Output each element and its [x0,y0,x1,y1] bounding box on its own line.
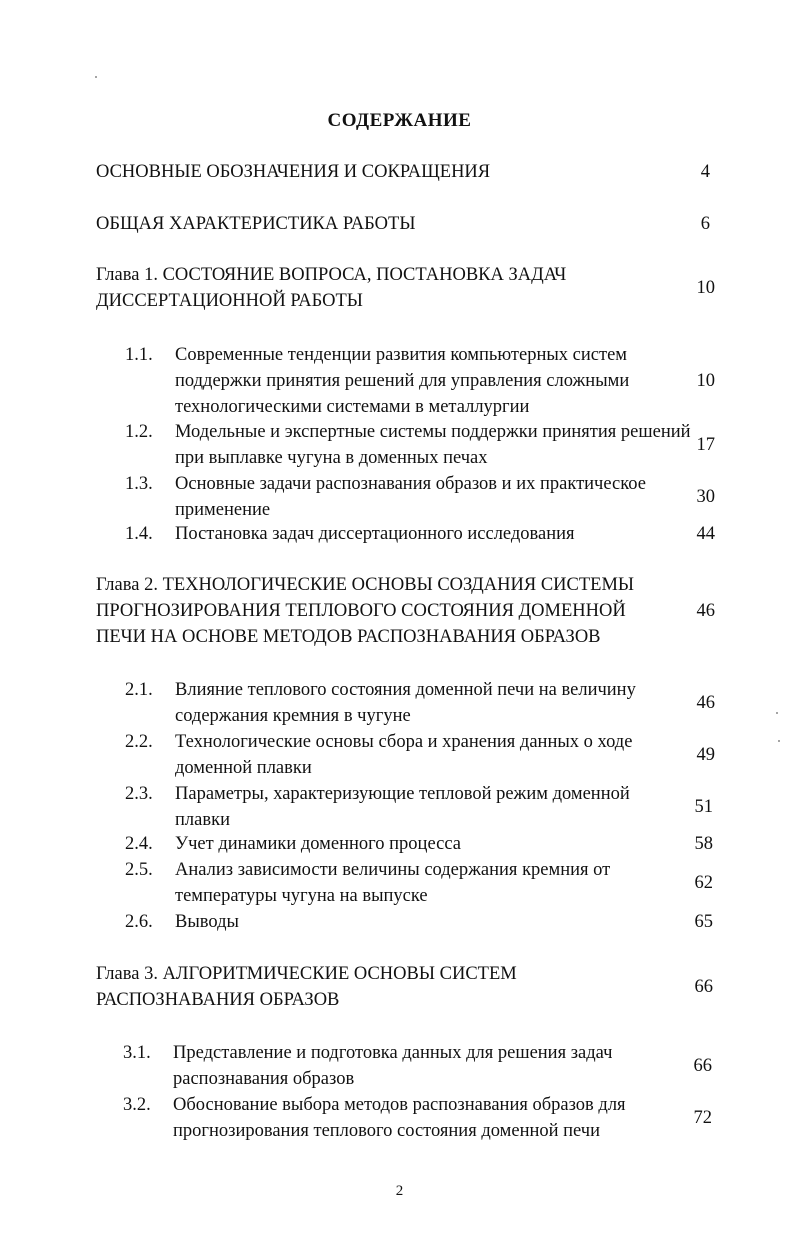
toc-entry-line: Глава 2. ТЕХНОЛОГИЧЕСКИЕ ОСНОВЫ СОЗДАНИЯ СИСТЕМЫ [96,575,635,595]
toc-page-number: 46 [696,601,715,621]
toc-entry-line: Модельные и экспертные системы поддержки принятия решений [175,422,691,442]
toc-entry-line: Основные задачи распознавания образов и их практическое [175,474,646,494]
toc-entry-line: Анализ зависимости величины содержания кремния от [175,860,611,880]
toc-entry-line: поддержки принятия решений для управления сложными [175,371,630,391]
toc-section-entry [125,781,713,833]
toc-entry-line: прогнозирования теплового состояния доменной печи [173,1121,600,1141]
toc-entry-line: распознавания образов [173,1069,355,1089]
toc-entry-line: Глава 1. СОСТОЯНИЕ ВОПРОСА, ПОСТАНОВКА ЗАДАЧ [96,265,567,285]
toc-entry-line: Технологические основы сбора и хранения данных о ходе [175,732,633,752]
toc-chapter-entry [96,159,710,185]
toc-entry-line: Глава 3. АЛГОРИТМИЧЕСКИЕ ОСНОВЫ СИСТЕМ [96,964,517,984]
toc-page-number: 30 [696,487,715,507]
toc-chapter-entry [96,262,715,314]
toc-page-number: 72 [693,1108,712,1128]
toc-section-entry [125,909,713,935]
toc-entry-title [96,262,566,314]
toc-entry-title [175,729,632,781]
toc-page-number: 62 [694,873,713,893]
toc-section-entry [123,1092,712,1144]
toc-section-number: 2.3. [125,784,153,804]
toc-entry-title [173,1092,626,1144]
toc-section-entry [125,342,715,420]
toc-entry-title [175,521,575,547]
toc-page-number: 6 [700,214,710,234]
toc-entry-title [96,211,415,237]
toc-entry-line: технологическими системами в металлургии [175,397,530,417]
toc-section-number: 1.2. [125,422,153,442]
toc-entry-line: Представление и подготовка данных для решения задач [173,1043,613,1063]
toc-entry-title [175,419,691,471]
toc-entry-title [175,342,629,420]
toc-chapter-entry [96,572,715,650]
toc-entry-line: РАСПОЗНАВАНИЯ ОБРАЗОВ [96,990,340,1010]
toc-entry-title [175,831,461,857]
toc-entry-title [96,572,634,650]
toc-entry-line: Постановка задач диссертационного исследования [175,524,575,544]
scan-speck [778,740,780,742]
toc-section-entry [123,1040,712,1092]
toc-entry-line: применение [175,500,271,520]
toc-entry-title [175,677,636,729]
toc-entry-line: Современные тенденции развития компьютерных систем [175,345,627,365]
toc-page-number: 10 [696,371,715,391]
toc-page-number: 58 [694,834,713,854]
toc-entry-line: Выводы [175,912,239,932]
toc-page-number: 17 [696,435,715,455]
toc-section-number: 2.6. [125,912,153,932]
toc-section-entry [125,831,713,857]
toc-entry-title [96,961,517,1013]
toc-section-entry [125,419,715,471]
toc-entry-line: ОБЩАЯ ХАРАКТЕРИСТИКА РАБОТЫ [96,214,416,234]
toc-entry-title [175,781,630,833]
toc-entry-line: при выплавке чугуна в доменных печах [175,448,488,468]
toc-page-number: 46 [696,693,715,713]
scan-speck [95,76,97,78]
toc-entry-line: Обоснование выбора методов распознавания образов для [173,1095,626,1115]
page-title: СОДЕРЖАНИЕ [327,110,472,131]
toc-page-number: 51 [694,797,713,817]
page-number: 2 [395,1183,404,1199]
toc-entry-line: ПЕЧИ НА ОСНОВЕ МЕТОДОВ РАСПОЗНАВАНИЯ ОБРАЗОВ [96,627,601,647]
toc-section-number: 3.1. [123,1043,151,1063]
toc-entry-title [175,909,239,935]
toc-entry-line: Учет динамики доменного процесса [175,834,461,854]
toc-section-entry [125,521,715,547]
toc-section-number: 1.4. [125,524,153,544]
toc-section-number: 2.1. [125,680,153,700]
toc-entry-title [175,857,610,909]
toc-entry-title [173,1040,612,1092]
toc-chapter-entry [96,211,710,237]
toc-section-entry [125,677,715,729]
toc-section-number: 2.4. [125,834,153,854]
toc-page-number: 10 [696,278,715,298]
toc-section-number: 2.5. [125,860,153,880]
toc-entry-title [175,471,646,523]
toc-entry-line: Параметры, характеризующие тепловой режим доменной [175,784,630,804]
toc-section-number: 1.1. [125,345,153,365]
toc-entry-line: ДИССЕРТАЦИОННОЙ РАБОТЫ [96,291,363,311]
toc-page-number: 66 [693,1056,712,1076]
toc-page-number: 4 [700,162,710,182]
toc-section-entry [125,471,715,523]
toc-entry-line: доменной плавки [175,758,312,778]
toc-page-number: 49 [696,745,715,765]
toc-page-number: 66 [694,977,713,997]
scan-speck [776,712,778,714]
toc-page-number: 65 [694,912,713,932]
toc-section-entry [125,729,715,781]
toc-section-number: 1.3. [125,474,153,494]
toc-entry-line: плавки [175,810,230,830]
toc-entry-line: температуры чугуна на выпуске [175,886,428,906]
toc-entry-line: содержания кремния в чугуне [175,706,411,726]
toc-page-number: 44 [696,524,715,544]
toc-section-entry [125,857,713,909]
toc-entry-title [96,159,490,185]
toc-entry-line: ОСНОВНЫЕ ОБОЗНАЧЕНИЯ И СОКРАЩЕНИЯ [96,162,491,182]
toc-section-number: 2.2. [125,732,153,752]
toc-section-number: 3.2. [123,1095,151,1115]
toc-chapter-entry [96,961,713,1013]
toc-entry-line: ПРОГНОЗИРОВАНИЯ ТЕПЛОВОГО СОСТОЯНИЯ ДОМЕННОЙ [96,601,626,621]
toc-entry-line: Влияние теплового состояния доменной печи на величину [175,680,636,700]
